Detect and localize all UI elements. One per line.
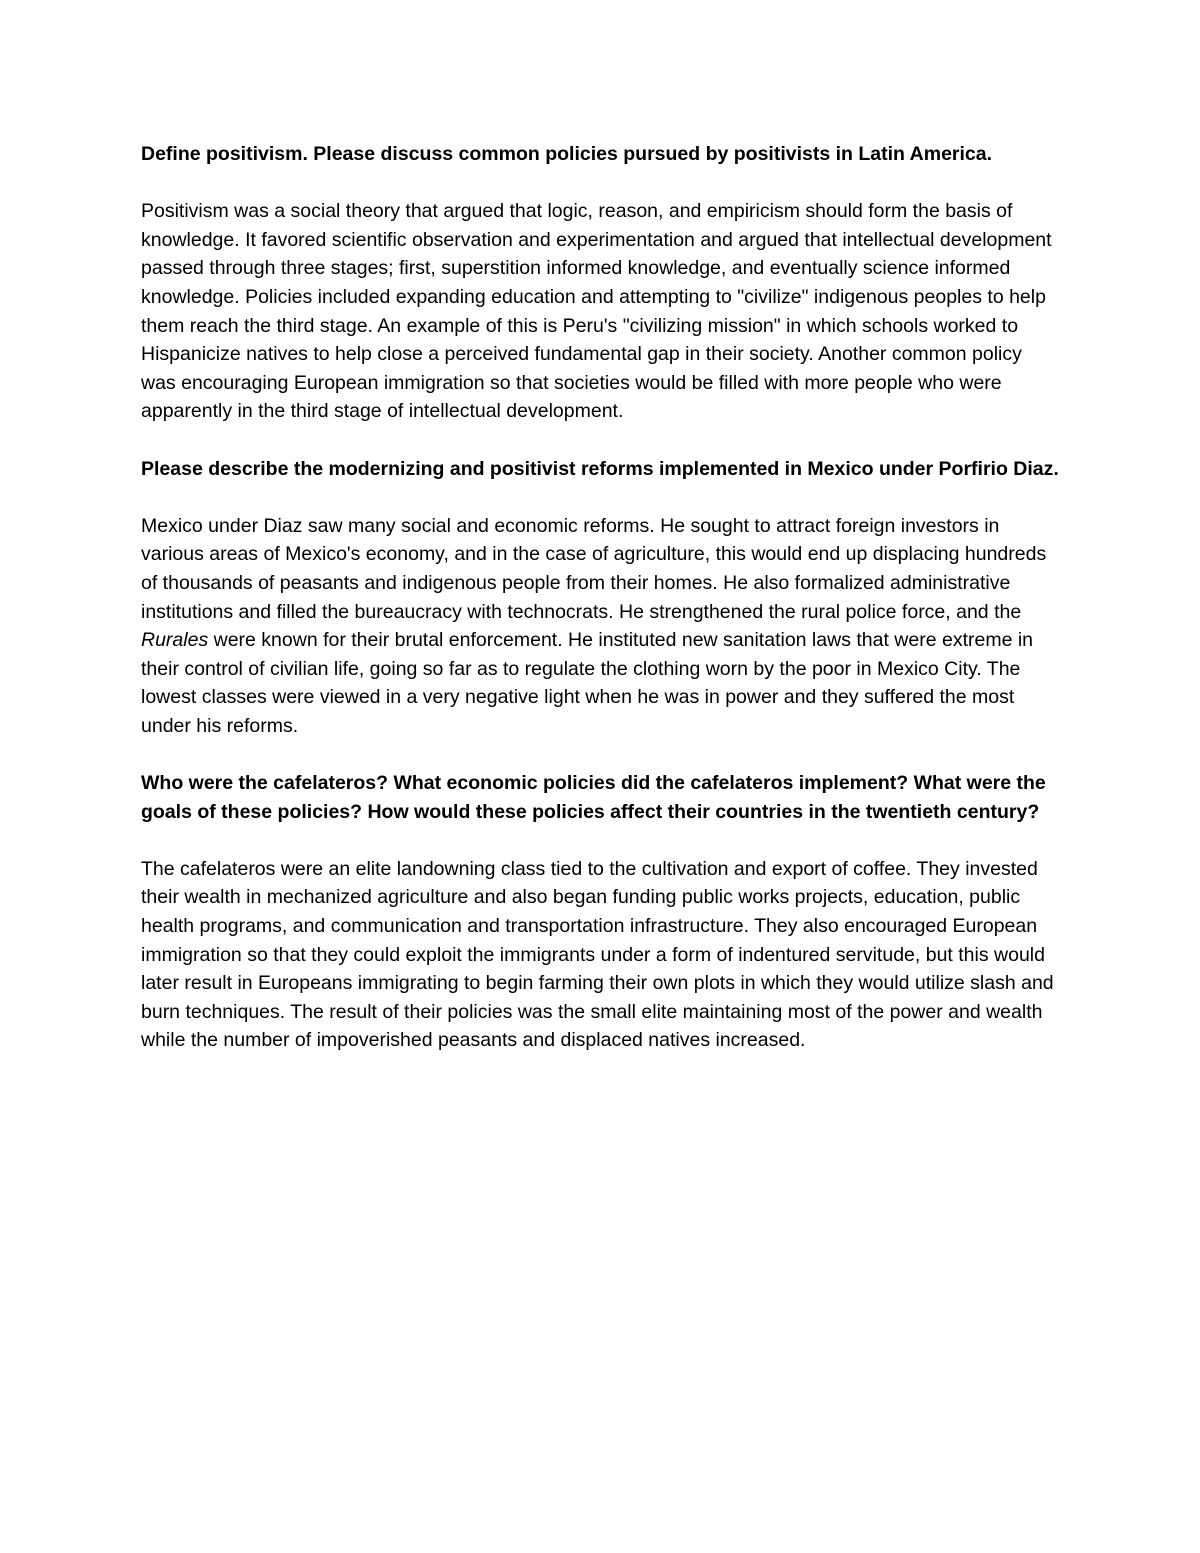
answer-1-paragraph: Positivism was a social theory that argued that logic, reason, and empiricism should form the basis of knowledge. It favored scientific observation and experimentation and argued that intellectual development passed through three stages; first, superstition informed knowledge, and eventually science informed knowledge. Policies included expanding education and attempting to "civilize" indigenous peoples to help them reach the third stage. An example of this is Peru's "civilizing mission" in which schools worked to Hispanicize natives to help close a perceived fundamental gap in their society. Another common policy was encouraging European immigration so that societies would be filled with more people who were apparently in the third stage of intellectual development. <box>141 200 1052 423</box>
answer-2-paragraph <box>141 512 1061 741</box>
question-2-heading: Please describe the modernizing and positivist reforms implemented in Mexico under Porfirio Diaz. <box>141 457 1059 480</box>
paragraph-spacer <box>141 483 1061 512</box>
paragraph-spacer <box>141 169 1061 198</box>
paragraph-spacer <box>141 740 1061 769</box>
question-1-heading: Define positivism. Please discuss common policies pursued by positivists in Latin America. <box>141 143 993 165</box>
answer-2-text-part1: Mexico under Diaz saw many social and economic reforms. He sought to attract foreign investors in various areas of Mexico's economy, and in the case of agriculture, this would end up displacing hundreds of thousands of peasants and indigenous people from their homes. He also formalized administrative institutions and filled the bureaucracy with technocrats. He strengthened the rural police force, and the <box>141 514 1047 623</box>
answer-3-paragraph: The cafelateros were an elite landowning class tied to the cultivation and export of coffee. They invested their wealth in mechanized agriculture and also began funding public works projects, education, public health programs, and communication and transportation infrastructure. They also encouraged European immigration so that they could exploit the immigrants under a form of indentured servitude, but this would later result in Europeans immigrating to begin farming their own plots in which they would utilize slash and burn techniques. The result of their policies was the small elite maintaining most of the power and wealth while the number of impoverished peasants and displaced natives increased. <box>141 857 1054 1052</box>
answer-2-italic-term: Rurales <box>141 629 209 652</box>
answer-2-text-part2: were known for their brutal enforcement. He instituted new sanitation laws that were extreme in their control of civilian life, going so far as to regulate the clothing worn by the poor in Mexico City. The lowest classes were viewed in a very negative light when he was in power and they suffered the most under his reforms. <box>141 629 1034 737</box>
paragraph-spacer <box>141 826 1061 855</box>
question-3-heading: Who were the cafelateros? What economic policies did the cafelateros implement? What were the goals of these policies? How would these policies affect their countries in the twentieth century? <box>141 772 1046 823</box>
document-body <box>141 140 1061 1055</box>
paragraph-spacer <box>141 426 1061 455</box>
